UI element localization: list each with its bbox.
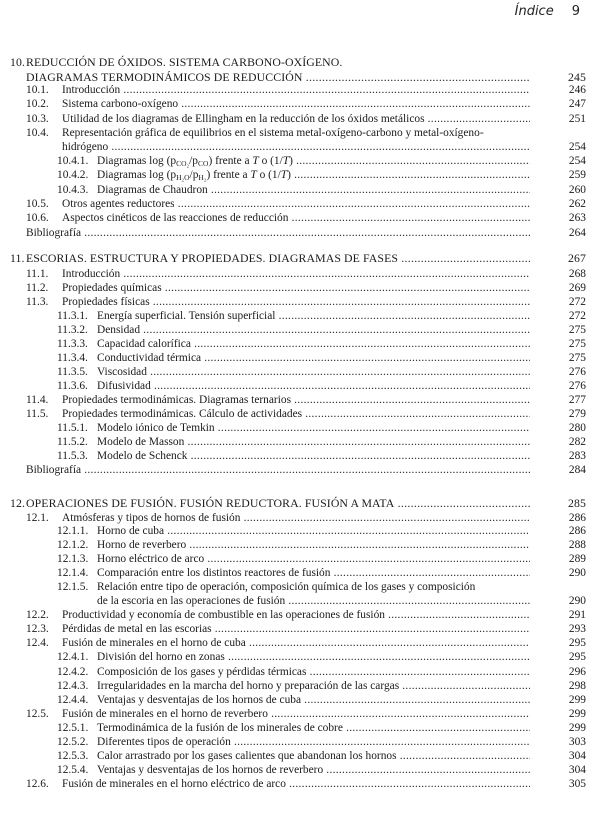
toc-entry-page: 254 [568,141,586,153]
toc-entry[interactable] [0,511,600,525]
toc-entry[interactable] [0,197,600,211]
toc-entry-number: 10.1. [26,84,49,96]
toc-entry-page: 267 [568,251,586,265]
toc-entry-number: 12.1. [26,512,49,524]
header-page-number: 9 [571,4,580,19]
header-title: Índice [514,4,554,19]
toc-entry-title: Propiedades termodinámicas. Diagramas ternarios ..... [62,393,530,407]
toc-entry-page: 290 [568,595,586,607]
toc-entry-number: 10.4.2. [57,169,89,181]
toc-entry-page: 303 [568,736,586,748]
toc-entry-number: 11.2. [26,282,49,294]
toc-entry-number: 10.2. [26,98,49,110]
toc-entry[interactable] [0,323,600,337]
toc-entry-number: 11.3. [26,296,49,308]
toc-entry-title: Representación gráfica de equilibrios en el sistema metal-oxígeno-carbono y metal-oxígeno- [62,127,484,139]
toc-entry[interactable] [0,721,600,735]
toc-entry-title: Otros agentes reductores ..... [62,197,530,211]
toc-entry[interactable] [0,70,600,84]
toc-entry-page: 295 [568,637,586,649]
toc-entry-page: 251 [568,113,586,125]
toc-entry[interactable] [0,112,600,126]
toc-entry-number: 11.3.5. [57,366,88,378]
toc-entry-page: 298 [568,680,586,692]
toc-entry-title: Pérdidas de metal en las escorias ..... [62,622,530,636]
toc-entry-page: 299 [568,708,586,720]
toc-entry-title: Comparación entre los distintos reactores de fusión ..... [97,566,530,580]
toc-entry-page: 254 [568,155,586,167]
toc-entry-title: Horno de cuba ..... [97,524,530,538]
toc-entry[interactable] [0,693,600,707]
toc-entry-title: Termodinámica de la fusión de los minerales de cobre ..... [97,721,530,735]
toc-entry-title: Difusividad ..... [97,379,530,393]
toc-entry-title: Aspectos cinéticos de las reacciones de reducción ..... [62,211,530,225]
toc-entry-title: División del horno en zonas ..... [97,650,530,664]
toc-entry-page: 282 [568,436,586,448]
toc-entry-page: 293 [568,623,586,635]
toc-entry-number: 12.5.4. [57,764,89,776]
toc-entry-title: Propiedades químicas ..... [62,281,530,295]
toc-entry[interactable] [0,337,600,351]
toc-entry[interactable] [0,552,600,566]
toc-entry-page: 272 [568,310,586,322]
toc-entry-title: Utilidad de los diagramas de Ellingham en la reducción de los óxidos metálicos ..... [62,112,530,126]
toc-entry-page: 262 [568,198,586,210]
toc-entry-title: Modelo de Schenck ..... [97,449,530,463]
toc-entry-number: 12.4.1. [57,651,89,663]
toc-entry-page: 272 [568,296,586,308]
toc-entry-number: 12.4. [26,637,49,649]
toc-entry[interactable] [0,295,600,309]
toc-entry-title: Atmósferas y tipos de hornos de fusión ..... [62,511,530,525]
toc-entry-title: Energía superficial. Tensión superficial ..... [97,309,530,323]
toc-entry-title: Introducción ..... [62,83,530,97]
toc-entry-page: 290 [568,567,586,579]
toc-entry[interactable] [0,749,600,763]
toc-entry-number: 11.5.1. [57,422,88,434]
toc-entry-page: 275 [568,338,586,350]
toc-entry-title: Viscosidad ..... [97,365,530,379]
toc-entry-page: 305 [568,778,586,790]
toc-entry-number: 12.2. [26,609,49,621]
toc-entry[interactable] [0,379,600,393]
toc-entry[interactable] [0,735,600,749]
toc-entry[interactable] [0,168,600,182]
toc-entry-number: 12. [10,496,26,510]
toc-entry[interactable] [0,183,600,197]
toc-entry[interactable] [0,707,600,721]
toc-entry-title: Sistema carbono-oxígeno ..... [62,97,530,111]
toc-entry-number: 11.5.3. [57,450,88,462]
toc-entry-number: 12.1.2. [57,539,89,551]
toc-entry-number: 10.6. [26,212,49,224]
toc-entry-number: 12.1.5. [57,581,89,593]
toc-entry[interactable] [0,449,600,463]
toc-entry-number: 11.3.3. [57,338,88,350]
toc-entry-number: 12.1.4. [57,567,89,579]
toc-entry-number: 11. [10,251,25,265]
toc-entry-number: 10.4. [26,127,49,139]
toc-entry-page: 296 [568,666,586,678]
toc-entry[interactable] [0,351,600,365]
toc-entry-page: 275 [568,324,586,336]
toc-entry[interactable] [0,421,600,435]
toc-entry-page: 299 [568,722,586,734]
toc-entry-page: 288 [568,539,586,551]
toc-entry-number: 10.4.3. [57,184,89,196]
toc-entry-number: 10.5. [26,198,49,210]
toc-entry-number: 12.4.3. [57,680,89,692]
toc-entry-title: Propiedades termodinámicas. Cálculo de actividades ..... [62,407,530,421]
toc-entry-number: 12.1.1. [57,525,89,537]
toc-entry[interactable] [0,97,600,111]
toc-entry-title: Relación entre tipo de operación, composición química de los gases y composición [97,581,476,593]
toc-entry-number: 12.4.2. [57,666,89,678]
toc-entry-page: 263 [568,212,586,224]
toc-entry-number: 10. [10,55,26,69]
toc-entry-page: 277 [568,394,586,406]
toc-entry-number: 12.1.3. [57,553,89,565]
toc-entry-number: 11.3.1. [57,310,88,322]
toc-entry[interactable] [0,636,600,650]
running-header [515,4,580,19]
toc-entry-number: 12.3. [26,623,49,635]
toc-entry-title: Productividad y economía de combustible en las operaciones de fusión ..... [62,608,530,622]
toc-entry-title: Introducción ..... [62,267,530,281]
toc-entry-title: de la escoria en las operaciones de fusión ..... [97,594,530,608]
toc-entry[interactable] [0,154,600,168]
toc-entry[interactable] [0,393,600,407]
toc-entry-number: 12.5.2. [57,736,89,748]
toc-entry-page: 285 [568,496,586,510]
toc-entry-number: 11.3.2. [57,324,88,336]
toc-entry-title: Conductividad térmica ..... [97,351,530,365]
toc-entry-title: Diferentes tipos de operación ..... [97,735,530,749]
toc-entry[interactable] [0,496,600,510]
toc-entry-number: 11.4. [26,394,49,406]
toc-entry-page: 247 [568,98,586,110]
toc-entry[interactable] [0,777,600,791]
toc-entry[interactable] [0,126,600,140]
toc-entry-page: 276 [568,366,586,378]
toc-entry-title: Irregularidades en la marcha del horno y preparación de las cargas ..... [97,679,530,693]
toc-entry-number: 11.5.2. [57,436,88,448]
toc-entry-title: Composición de los gases y pérdidas térmicas ..... [97,665,530,679]
toc-entry[interactable] [0,538,600,552]
toc-entry-title: Horno eléctrico de arco ..... [97,552,530,566]
toc-entry[interactable] [0,226,600,240]
toc-entry-title: Capacidad calorífica ..... [97,337,530,351]
toc-entry[interactable] [0,281,600,295]
toc-entry[interactable] [0,267,600,281]
toc-entry[interactable] [0,524,600,538]
toc-entry-title: OPERACIONES DE FUSIÓN. FUSIÓN REDUCTORA. FUSIÓN A MATA ..... [26,496,530,510]
toc-entry[interactable] [0,309,600,323]
toc-entry-page: 291 [568,609,586,621]
toc-entry-title: hidrógeno ..... [62,140,530,154]
toc-entry-page: 264 [568,227,586,239]
toc-entry-title: Calor arrastrado por los gases calientes que abandonan los hornos ..... [97,749,530,763]
toc-entry-page: 269 [568,282,586,294]
toc-entry-number: 12.6. [26,778,49,790]
toc-entry-title: Diagramas $\log (p_{CO_2}/p_{CO})$ frente a T o (1/T) ..... [97,154,530,168]
toc-entry-number: 11.3.6. [57,380,88,392]
toc-entry[interactable] [0,665,600,679]
toc-entry[interactable] [0,211,600,225]
toc-entry-page: 280 [568,422,586,434]
toc-entry-title: Diagramas de Chaudron ..... [97,183,530,197]
toc-entry[interactable] [0,463,600,477]
toc-entry-title: Ventajas y desventajas de los hornos de reverbero ..... [97,763,530,777]
toc-entry-number: 10.3. [26,113,49,125]
toc-entry-page: 289 [568,553,586,565]
toc-entry-title: Horno de reverbero ..... [97,538,530,552]
toc-entry-page: 276 [568,380,586,392]
toc-entry-title: Bibliografía ..... [26,226,530,240]
toc-entry[interactable] [0,763,600,777]
toc-entry-title: REDUCCIÓN DE ÓXIDOS. SISTEMA CARBONO-OXÍGENO. [26,55,343,69]
toc-entry[interactable] [0,407,600,421]
toc-entry[interactable] [0,365,600,379]
toc-entry-title: Fusión de minerales en el horno de reverbero ..... [62,707,530,721]
toc-entry-number: 11.5. [26,408,49,420]
toc-entry-number: 11.3.4. [57,352,88,364]
toc-entry-page: 268 [568,268,586,280]
toc-entry-number: 12.5.1. [57,722,89,734]
toc-entry-page: 299 [568,694,586,706]
toc-entry-title: Fusión de minerales en el horno eléctrico de arco ..... [62,777,530,791]
toc-entry[interactable] [0,650,600,664]
toc-entry-page: 275 [568,352,586,364]
toc-entry[interactable] [0,566,600,580]
toc-entry-page: 284 [568,464,586,476]
toc-entry[interactable] [0,140,600,154]
toc-entry-number: 12.4.4. [57,694,89,706]
toc-entry-page: 286 [568,525,586,537]
toc-entry-title: Modelo iónico de Temkin ..... [97,421,530,435]
toc-entry-page: 286 [568,512,586,524]
toc-entry-page: 246 [568,84,586,96]
toc-entry-page: 283 [568,450,586,462]
toc-entry-title: Diagramas $\log (p_{H_2O}/p_{H_2})$ frente a T o (1/T) ..... [97,168,530,182]
toc-entry-title: Propiedades físicas ..... [62,295,530,309]
toc-entry-number: 10.4.1. [57,155,89,167]
toc-entry[interactable] [0,251,600,265]
toc-entry[interactable] [0,608,600,622]
toc-entry-page: 295 [568,651,586,663]
toc-entry-title: Modelo de Masson ..... [97,435,530,449]
toc-entry-title: Ventajas y desventajas de los hornos de cuba ..... [97,693,530,707]
toc-entry[interactable] [0,622,600,636]
toc-entry[interactable] [0,580,600,594]
toc-entry-title: DIAGRAMAS TERMODINÁMICOS DE REDUCCIÓN ..... [26,70,530,84]
toc-entry-number: 11.1. [26,268,49,280]
toc-entry-page: 279 [568,408,586,420]
toc-entry[interactable] [0,679,600,693]
toc-entry-number: 12.5.3. [57,750,89,762]
toc-entry-page: 259 [568,169,586,181]
toc-entry-page: 304 [568,764,586,776]
toc-entry-title: ESCORIAS. ESTRUCTURA Y PROPIEDADES. DIAGRAMAS DE FASES ..... [26,251,530,265]
toc-entry-title: Fusión de minerales en el horno de cuba ..... [62,636,530,650]
toc-entry[interactable] [0,83,600,97]
toc-entry-page: 260 [568,184,586,196]
toc-entry-title: Densidad ..... [97,323,530,337]
toc-entry-page: 304 [568,750,586,762]
toc-entry[interactable] [0,55,600,69]
toc-entry-number: 12.5. [26,708,49,720]
toc-entry-page: 245 [568,70,586,84]
toc-entry-title: Bibliografía ..... [26,463,530,477]
toc-entry[interactable] [0,594,600,608]
toc-entry[interactable] [0,435,600,449]
